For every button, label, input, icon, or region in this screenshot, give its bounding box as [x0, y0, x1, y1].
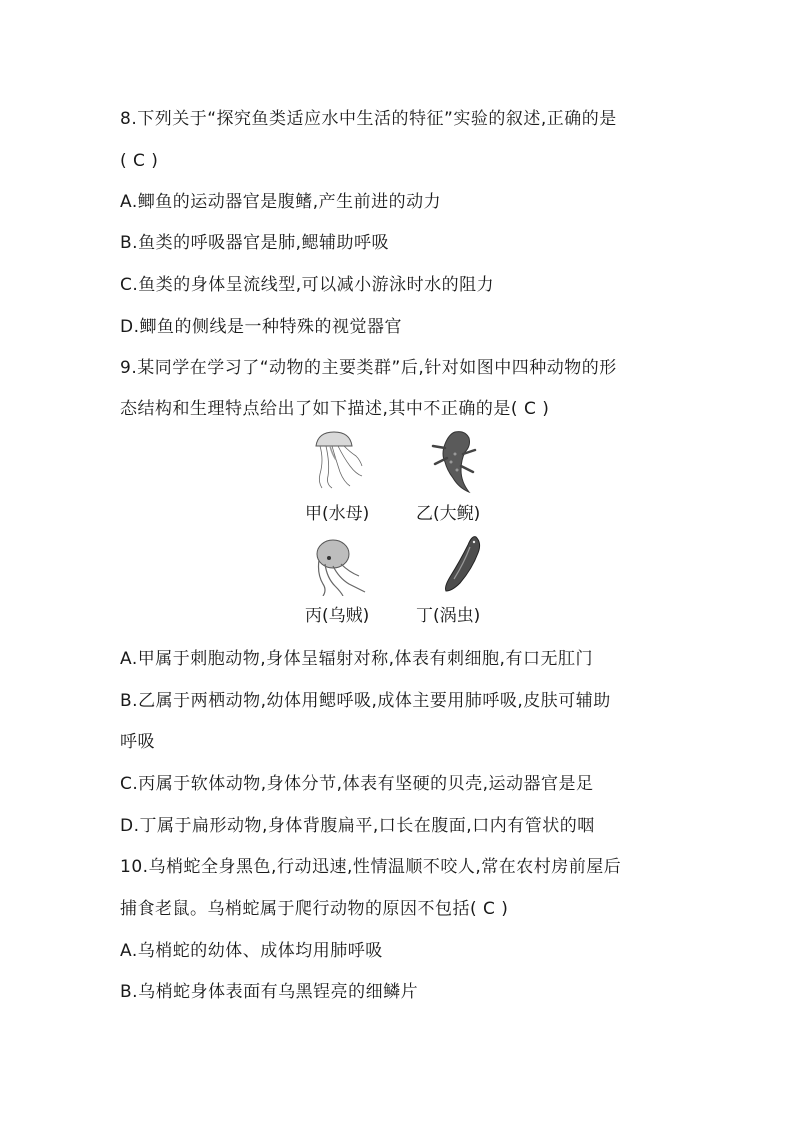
cuttlefish-icon	[305, 534, 369, 596]
q8-stem: 8.下列关于“探究鱼类适应水中生活的特征”实验的叙述,正确的是	[120, 109, 617, 129]
q8-option-a: A.鲫鱼的运动器官是腹鳍,产生前进的动力	[120, 192, 442, 212]
q8-option-d: D.鲫鱼的侧线是一种特殊的视觉器官	[120, 317, 402, 337]
caption-yi: 乙(大鲵)	[416, 504, 481, 524]
q8-option-c: C.鱼类的身体呈流线型,可以减小游泳时水的阻力	[120, 275, 495, 295]
q9-option-b-line1: B.乙属于两栖动物,幼体用鳃呼吸,成体主要用肺呼吸,皮肤可辅助	[120, 691, 611, 711]
caption-bing: 丙(乌贼)	[305, 606, 370, 626]
q9-option-c: C.丙属于软体动物,身体分节,体表有坚硬的贝壳,运动器官是足	[120, 774, 594, 794]
caption-jia: 甲(水母)	[305, 504, 370, 524]
q9-option-b-line2: 呼吸	[120, 732, 155, 752]
q10-stem-line2: 捕食老鼠。乌梢蛇属于爬行动物的原因不包括( C )	[120, 899, 509, 919]
q10-option-b: B.乌梢蛇身体表面有乌黑锃亮的细鳞片	[120, 982, 419, 1002]
q9-option-d: D.丁属于扁形动物,身体背腹扁平,口长在腹面,口内有管状的咽	[120, 816, 595, 836]
flatworm-icon	[440, 533, 484, 595]
q9-option-a: A.甲属于刺胞动物,身体呈辐射对称,体表有刺细胞,有口无肛门	[120, 649, 593, 669]
q10-stem-line1: 10.乌梢蛇全身黑色,行动迅速,性情温顺不咬人,常在农村房前屋后	[120, 857, 622, 877]
q10-option-a: A.乌梢蛇的幼体、成体均用肺呼吸	[120, 941, 383, 961]
q9-stem-line1: 9.某同学在学习了“动物的主要类群”后,针对如图中四种动物的形	[120, 358, 617, 378]
salamander-icon	[425, 428, 479, 494]
jellyfish-icon	[310, 430, 364, 490]
q8-option-b: B.鱼类的呼吸器官是肺,鳃辅助呼吸	[120, 233, 389, 253]
q8-answer: ( C )	[120, 151, 159, 171]
caption-ding: 丁(涡虫)	[416, 606, 481, 626]
q9-stem-line2: 态结构和生理特点给出了如下描述,其中不正确的是( C )	[120, 399, 550, 419]
